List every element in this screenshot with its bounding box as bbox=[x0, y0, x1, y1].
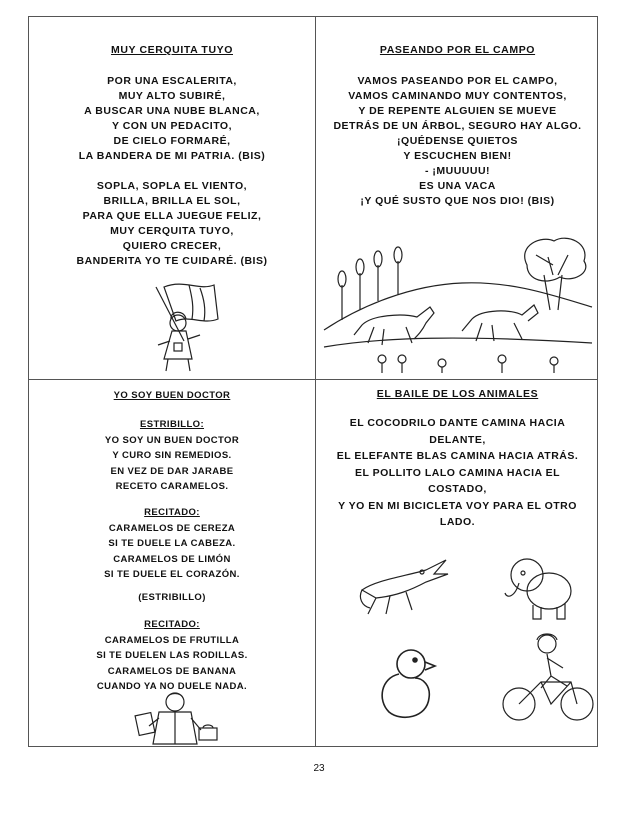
verse-line: DELANTE, bbox=[429, 433, 486, 446]
poem-muy-cerquita-tuyo bbox=[29, 17, 315, 379]
verse-line: Y DE REPENTE ALGUIEN SE MUEVE bbox=[358, 105, 557, 117]
verse-line: EN VEZ DE DAR JARABE bbox=[110, 465, 234, 477]
verse-line: - ¡MUUUUU! bbox=[424, 165, 491, 177]
verse-line: Y YO EN MI BICICLETA VOY PARA EL OTRO bbox=[338, 499, 577, 512]
poem1-stanza2 bbox=[29, 179, 315, 269]
poem2-title: PASEANDO POR EL CAMPO bbox=[379, 44, 536, 56]
verse-line: PARA QUE ELLA JUEGUE FELIZ, bbox=[82, 210, 262, 222]
verse-line: Y CURO SIN REMEDIOS. bbox=[112, 450, 232, 461]
poem-el-baile-de-los-animales bbox=[316, 380, 599, 748]
verse-line: EL COCODRILO DANTE CAMINA HACIA bbox=[349, 417, 566, 429]
verse-line: DETRÁS DE UN ÁRBOL, SEGURO HAY ALGO. bbox=[333, 120, 582, 132]
poem3-recitado2 bbox=[29, 617, 315, 695]
poem1-title: MUY CERQUITA TUYO bbox=[110, 44, 233, 56]
verse-line: LADO. bbox=[439, 516, 476, 528]
elephant-illustration bbox=[501, 553, 576, 623]
poem2-verses bbox=[316, 74, 599, 209]
recitado-label: RECITADO: bbox=[144, 507, 200, 518]
verse-line: SI TE DUELE LA CABEZA. bbox=[108, 538, 236, 549]
cyclist-illustration bbox=[501, 630, 596, 725]
verse-line: DE CIELO FORMARÉ, bbox=[113, 135, 231, 147]
verse-line: VAMOS CAMINANDO MUY CONTENTOS, bbox=[348, 90, 567, 102]
verse-line: CARAMELOS DE BANANA bbox=[107, 665, 237, 677]
verse-line: SI TE DUELE EL CORAZÓN. bbox=[104, 569, 240, 580]
poem-paseando-por-el-campo bbox=[316, 17, 599, 379]
verse-line: ES UNA VACA bbox=[419, 180, 496, 192]
poem3-chorus bbox=[29, 417, 315, 495]
verse-line: LA BANDERA DE MI PATRIA. (BIS) bbox=[78, 150, 266, 162]
verse-line: EL ELEFANTE BLAS CAMINA HACIA ATRÁS. bbox=[336, 450, 579, 462]
poem4-verses bbox=[316, 415, 599, 531]
verse-line: SI TE DUELEN LAS RODILLAS. bbox=[96, 650, 248, 661]
doctor-illustration bbox=[129, 690, 224, 745]
child-with-flag-illustration bbox=[144, 279, 224, 374]
verse-line: RECETO CARAMELOS. bbox=[115, 481, 229, 492]
verse-line: Y ESCUCHEN BIEN! bbox=[403, 150, 512, 162]
poem1-stanza1 bbox=[29, 74, 315, 164]
verse-line: YO SOY UN BUEN DOCTOR bbox=[104, 434, 240, 446]
verse-line: Y CON UN PEDACITO, bbox=[111, 120, 233, 132]
verse-line: CARAMELOS DE CEREZA bbox=[108, 522, 236, 534]
crocodile-illustration bbox=[356, 550, 451, 620]
poem3-title: YO SOY BUEN DOCTOR bbox=[113, 390, 231, 401]
verse-line: QUIERO CRECER, bbox=[122, 240, 222, 252]
verse-line: A BUSCAR UNA NUBE BLANCA, bbox=[84, 105, 260, 117]
verse-line: COSTADO, bbox=[428, 483, 487, 495]
chorus-reference: (ESTRIBILLO) bbox=[138, 592, 206, 603]
verse-line: CUANDO YA NO DUELE NADA. bbox=[96, 681, 248, 692]
verse-line: CARAMELOS DE FRUTILLA bbox=[104, 634, 240, 646]
verse-line: ¡QUÉDENSE QUIETOS bbox=[397, 135, 518, 147]
recitado-label: RECITADO: bbox=[144, 619, 200, 630]
page-number: 23 bbox=[313, 763, 325, 774]
verse-line: ¡Y QUÉ SUSTO QUE NOS DIO! (BIS) bbox=[360, 195, 555, 207]
verse-line: EL POLLITO LALO CAMINA HACIA EL bbox=[354, 466, 561, 479]
verse-line: CARAMELOS DE LIMÓN bbox=[113, 553, 231, 565]
song-grid bbox=[28, 16, 598, 747]
chick-illustration bbox=[371, 642, 441, 722]
verse-line: MUY CERQUITA TUYO, bbox=[110, 225, 234, 237]
verse-line: SOPLA, SOPLA EL VIENTO, bbox=[96, 180, 248, 192]
verse-line: BANDERITA YO TE CUIDARÉ. (BIS) bbox=[76, 255, 268, 267]
verse-line: MUY ALTO SUBIRÉ, bbox=[118, 90, 226, 102]
verse-line: POR UNA ESCALERITA, bbox=[107, 75, 237, 87]
chorus-label: ESTRIBILLO: bbox=[139, 419, 205, 430]
verse-line: BRILLA, BRILLA EL SOL, bbox=[103, 195, 241, 207]
verse-line: VAMOS PASEANDO POR EL CAMPO, bbox=[357, 75, 558, 87]
poem4-title: EL BAILE DE LOS ANIMALES bbox=[376, 388, 539, 400]
countryside-horses-illustration bbox=[322, 235, 594, 375]
poem-yo-soy-buen-doctor bbox=[29, 380, 315, 748]
poem3-recitado1 bbox=[29, 505, 315, 583]
